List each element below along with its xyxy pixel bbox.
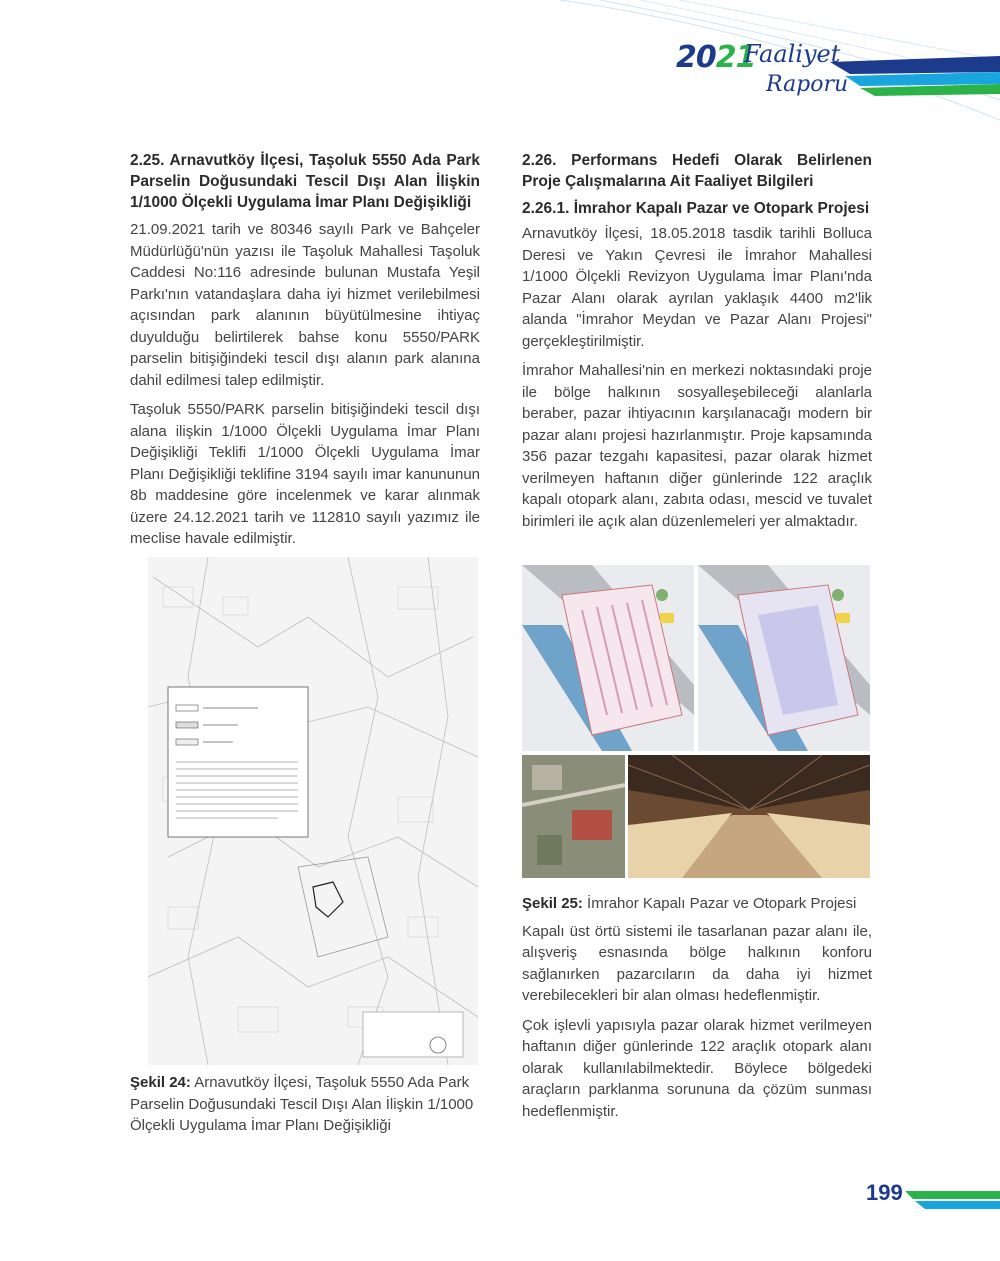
zoning-plan-map-figure bbox=[148, 557, 478, 1065]
section-heading-2-25: 2.25. Arnavutköy İlçesi, Taşoluk 5550 Ada Park Parselin Doğusundaki Tescil Dışı Alan İlişkin 1/1000 Ölçekli Uygulama İmar Planı Değişikliği bbox=[130, 152, 480, 211]
aerial-site-photo bbox=[522, 755, 625, 878]
market-project-figure bbox=[522, 565, 870, 878]
report-year-logo: 2021 bbox=[676, 40, 756, 75]
figure-25-caption: Şekil 25: İmrahor Kapalı Pazar ve Otopark Projesi bbox=[522, 895, 857, 912]
report-title-line2: Raporu bbox=[766, 72, 849, 97]
market-interior-render bbox=[628, 755, 870, 878]
subsection-heading-2-26-1: 2.26.1. İmrahor Kapalı Pazar ve Otopark Projesi bbox=[522, 200, 870, 217]
left-paragraph-1: 21.09.2021 tarih ve 80346 sayılı Park ve Bahçeler Müdürlüğü'nün yazısı ile Taşoluk Mahallesi Taşoluk Caddesi No:116 adresinde bulunan Mustafa Yeşil Parkı'nın vatandaşlara daha iyi hizmet verilebilmesi açısından park alanının büyütülmesine ihtiyaç duyulduğu belirtilerek bahse konu 5550/PARK parselin bitişiğindeki tescil dışı alanın park alanına dahil edilmesi talep edilmiştir. bbox=[130, 221, 480, 389]
left-paragraph-2: Taşoluk 5550/PARK parselin bitişiğindeki tescil dışı alana ilişkin 1/1000 Ölçekli Uygulama İmar Planı Değişikliği Teklifi 1/1000 Ölçekli Uygulama İmar Planı Değişikliği teklifine 3194 sayılı imar kanununun 8b maddesine göre incelenmek ve karar alınmak üzere 24.12.2021 tarih ve 112810 sayılı yazımız ile meclise havale edilmiştir. bbox=[130, 401, 480, 547]
page-number: 199 bbox=[866, 1180, 903, 1205]
header-swoosh-graphic bbox=[0, 0, 1000, 140]
market-plan-render-1 bbox=[522, 565, 694, 751]
right-column bbox=[522, 150, 872, 540]
right-paragraph-3: Kapalı üst örtü sistemi ile tasarlanan pazar alanı ile, alışveriş esnasında bölge halkının konforu sağlanırken pazarcıların da daha iyi hizmet verebilecekleri bir alan olması hedeflenmiştir. bbox=[522, 922, 872, 1004]
footer-stripe-graphic bbox=[905, 1185, 1000, 1215]
section-heading-2-26: 2.26. Performans Hedefi Olarak Belirlenen Proje Çalışmalarına Ait Faaliyet Bilgileri bbox=[522, 152, 872, 190]
right-paragraph-2: İmrahor Mahallesi'nin en merkezi noktasındaki proje ile bölge halkının sosyalleşebileceği alanlarla beraber, pazar ihtiyacının karşılanacağı modern bir pazar alanı projesi hazırlanmıştır. Proje kapsamında 356 pazar tezgahı kapasitesi, pazar olarak hizmet verilmeyen haftanın diğer günlerinde 122 araçlık kapalı otopark alanı, zabıta odası, mescid ve tuvalet birimleri ile açık alan düzenlemeleri yer almaktadır. bbox=[522, 362, 872, 530]
right-paragraph-4: Çok işlevli yapısıyla pazar olarak hizmet verilmeyen haftanın diğer günlerinde 122 araçlık otopark alanı olarak kullanılabilmektedir. Böylece bölgedeki araçların parklanma sorununa da çözüm sunması hedeflenmiştir. bbox=[522, 1016, 872, 1120]
report-title-line1: Faaliyet bbox=[744, 40, 841, 68]
figure-24-caption: Şekil 24: Arnavutköy İlçesi, Taşoluk 5550 Ada Park Parselin Doğusundaki Tescil Dışı Alan İlişkin 1/1000 Ölçekli Uygulama İmar Planı Değişikliği bbox=[130, 1074, 474, 1134]
right-lower-block bbox=[522, 893, 872, 1130]
market-plan-render-2 bbox=[698, 565, 870, 751]
right-paragraph-1: Arnavutköy İlçesi, 18.05.2018 tasdik tarihli Bolluca Deresi ve Yakın Çevresi ile İmrahor Mahallesi 1/1000 Ölçekli Revizyon Uygulama İmar Planı'nda Pazar Alanı olarak ayrılan yaklaşık 4400 m2'lik alanda "İmrahor Meydan ve Pazar Alanı Projesi" gerçekleştirilmiştir. bbox=[522, 225, 872, 350]
left-column bbox=[130, 150, 480, 558]
